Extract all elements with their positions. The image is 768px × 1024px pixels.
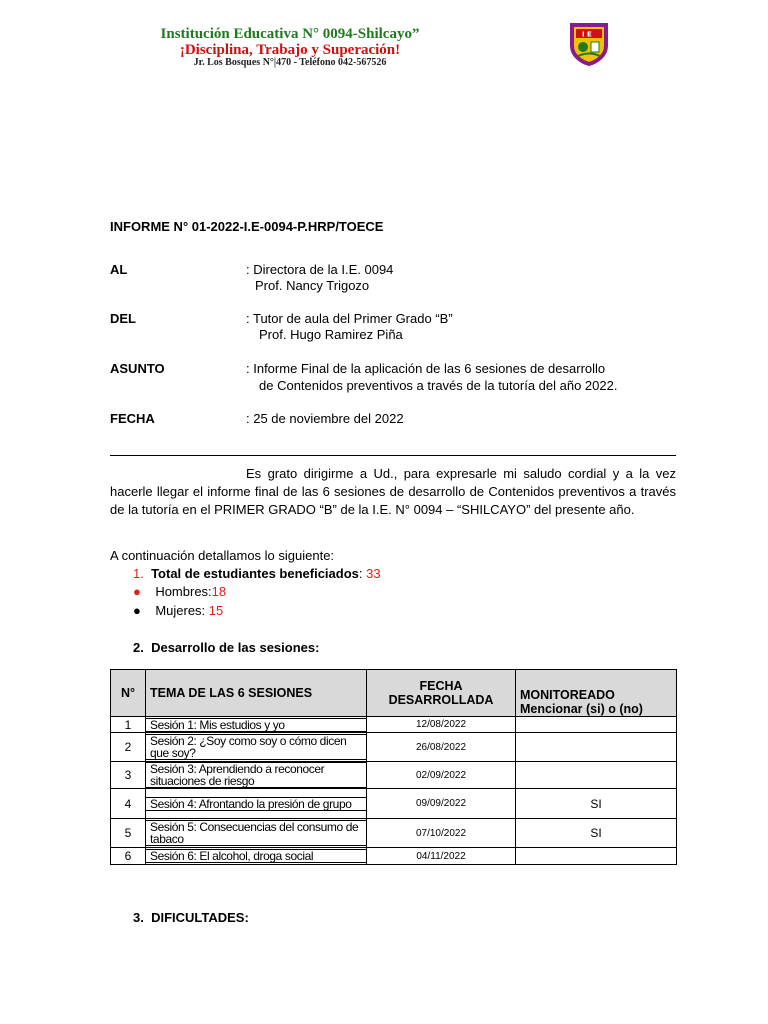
row-num: 2 — [111, 733, 146, 762]
item2: 2. Desarrollo de las sesiones: — [133, 640, 320, 655]
item1-label: Total de estudiantes beneficiados — [151, 566, 359, 581]
row-fecha: 26/08/2022 — [367, 733, 516, 762]
col-header-tema: TEMA DE LAS 6 SESIONES — [146, 670, 367, 717]
table-row — [111, 848, 677, 865]
row-monitoreado — [516, 848, 677, 865]
item1: 1. Total de estudiantes beneficiados: 33 — [133, 566, 381, 581]
crest-letters: I E — [582, 30, 592, 39]
school-name: Institución Educativa N° 0094-Shilcayo” — [160, 26, 420, 42]
fecha-value: : 25 de noviembre del 2022 — [246, 411, 404, 426]
del-line1: : Tutor de aula del Primer Grado “B” — [246, 311, 453, 326]
fecha-label: FECHA — [110, 411, 155, 426]
row-num: 6 — [111, 848, 146, 865]
row-monitoreado — [516, 733, 677, 762]
school-address: Jr. Los Bosques N°|470 - Teléfono 042-567526 — [193, 57, 387, 68]
body-paragraph: Es grato dirigirme a Ud., para expresarle mi saludo cordial y a la vez hacerle llegar el informe final de las 6 sesiones de desarrollo de Contenidos preventivos a través de la tutoría en el PRIMER GRADO “B” de la I.E. N° 0094 – “SHILCAYO” del presente año. — [110, 466, 676, 517]
asunto-line1: : Informe Final de la aplicación de las 6 sesiones de desarrollo — [246, 361, 606, 376]
del-line2: Prof. Hugo Ramirez Piña — [259, 327, 403, 342]
row-tema: Sesión 1: Mis estudios y yo — [146, 717, 367, 733]
row-tema: Sesión 5: Consecuencias del consumo de tabaco — [146, 819, 367, 848]
row-monitoreado: SI — [516, 789, 677, 819]
row-fecha: 04/11/2022 — [367, 848, 516, 865]
row-fecha: 02/09/2022 — [367, 762, 516, 789]
item1-number: 1. — [133, 566, 144, 581]
row-monitoreado — [516, 762, 677, 789]
mujeres-value: 15 — [208, 603, 224, 618]
row-monitoreado — [516, 717, 677, 733]
row-tema: Sesión 6: El alcohol, droga social — [146, 848, 367, 865]
row-fecha: 07/10/2022 — [367, 819, 516, 848]
bullet-mujeres: ● Mujeres: 15 — [133, 603, 224, 618]
del-label: DEL — [110, 311, 136, 326]
memo-number: INFORME N° 01-2022-I.E-0094-P.HRP/TOECE — [110, 219, 384, 234]
al-line2: Prof. Nancy Trigozo — [255, 278, 370, 293]
table-row — [111, 733, 677, 762]
sessions-table — [110, 669, 677, 865]
item3: 3. DIFICULTADES: — [133, 910, 249, 925]
school-crest-icon — [566, 20, 612, 66]
intro-text: A continuación detallamos lo siguiente: — [110, 548, 335, 563]
row-num: 4 — [111, 789, 146, 819]
row-tema: Sesión 4: Afrontando la presión de grupo — [146, 789, 367, 819]
table-row — [111, 789, 677, 819]
col-header-num: N° — [111, 670, 146, 717]
al-line1: : Directora de la I.E. 0094 — [246, 262, 394, 277]
school-motto: ¡Disciplina, Trabajo y Superación! — [179, 42, 401, 58]
bullet-dot-icon: ● — [133, 584, 141, 599]
row-num: 3 — [111, 762, 146, 789]
row-tema: Sesión 2: ¿Soy como soy o cómo dicen que soy? — [146, 733, 367, 762]
item1-value: 33 — [366, 566, 381, 581]
table-row — [111, 762, 677, 789]
row-num: 1 — [111, 717, 146, 733]
hombres-value: 18 — [211, 584, 227, 599]
row-tema: Sesión 3: Aprendiendo a reconocer situaciones de riesgo — [146, 762, 367, 789]
row-fecha: 12/08/2022 — [367, 717, 516, 733]
al-label: AL — [110, 262, 128, 277]
row-monitoreado: SI — [516, 819, 677, 848]
row-fecha: 09/09/2022 — [367, 789, 516, 819]
asunto-line2: de Contenidos preventivos a través de la tutoría del año 2022. — [259, 378, 618, 393]
bullet-dot-icon: ● — [133, 603, 141, 618]
table-row — [111, 819, 677, 848]
col-header-fecha: FECHA DESARROLLADA — [367, 670, 516, 717]
divider — [110, 455, 676, 456]
table-row — [111, 717, 677, 733]
col-header-monitoreado: MONITOREADO Mencionar (si) o (no) — [516, 670, 677, 717]
row-num: 5 — [111, 819, 146, 848]
asunto-label: ASUNTO — [110, 361, 165, 376]
bullet-hombres: ● Hombres:18 — [133, 584, 227, 599]
